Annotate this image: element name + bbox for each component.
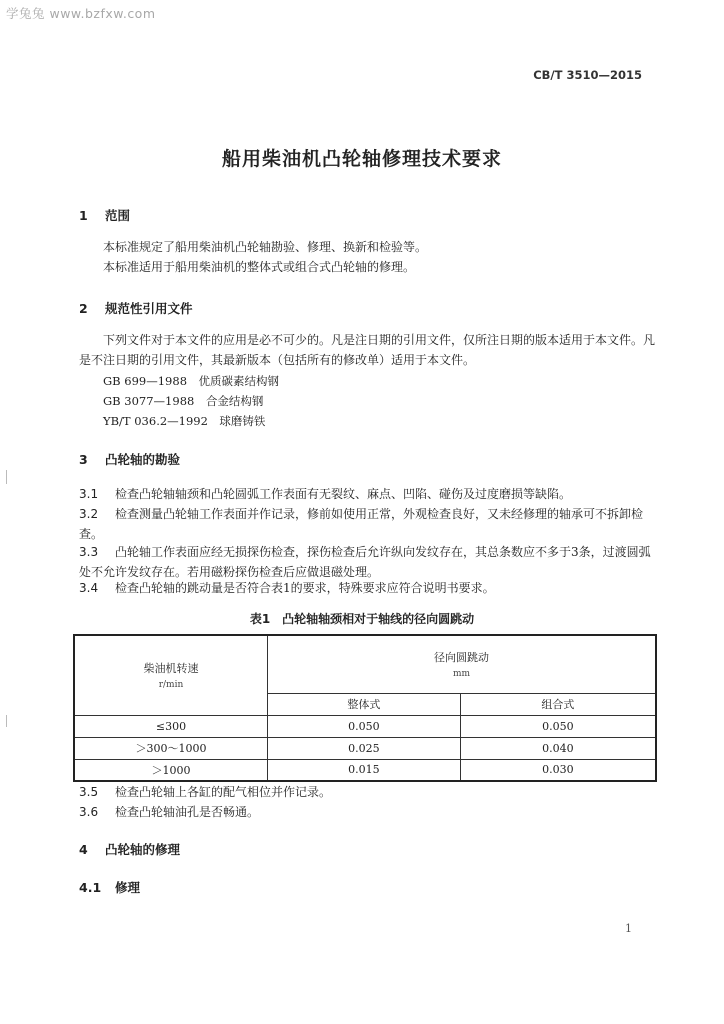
reference-item: GB 699—1988 优质碳素结构钢: [103, 374, 280, 388]
clause-text: 检查凸轮轴轴颈和凸轮圆弧工作表面有无裂纹、麻点、凹陷、碰伤及过度磨损等缺陷。: [115, 487, 572, 501]
group-header-unit: mm: [452, 669, 471, 680]
clause-3-6: [79, 802, 658, 822]
table-cell: ＞1000: [74, 759, 268, 781]
col-header-speed: [74, 635, 268, 715]
watermark-text: 学兔兔 www.bzfxw.com: [6, 6, 156, 21]
table-cell: 0.050: [268, 715, 461, 737]
group-header-runout: [268, 635, 657, 693]
clause-3-3: [79, 542, 658, 582]
table-cell: ≤300: [74, 715, 268, 737]
clause-number: 3.2: [79, 507, 99, 521]
clause-3-5: [79, 782, 658, 802]
section-number: 3: [79, 452, 88, 467]
table-caption: 表1 凸轮轴轴颈相对于轴线的径向圆跳动: [249, 612, 475, 626]
col-header-label: 柴油机转速: [143, 662, 199, 676]
document-title: 船用柴油机凸轮轴修理技术要求: [221, 148, 502, 170]
section-title: 范围: [105, 208, 131, 223]
scan-margin-mark: [6, 715, 7, 727]
clause-title: 修理: [115, 880, 141, 895]
clause-number: 3.3: [79, 545, 99, 559]
table-row: [74, 759, 656, 781]
clause-number: 4.1: [79, 880, 102, 895]
standard-code: CB/T 3510—2015: [533, 68, 642, 82]
section-3-heading: [79, 450, 180, 468]
col-header-unit: r/min: [158, 680, 184, 691]
clause-4-1-heading: [79, 878, 140, 896]
clause-3-4: [79, 578, 658, 598]
clause-number: 3.6: [79, 805, 99, 819]
table-cell: 0.050: [460, 715, 656, 737]
section-number: 4: [79, 842, 88, 857]
section-4-heading: [79, 840, 180, 858]
clause-text: 凸轮轴工作表面应经无损探伤检查，探伤检查后允许纵向发纹存在，其总条数应不多于3条，过渡圆弧处不允许发纹存在。若用磁粉探伤检查后应做退磁处理。: [79, 545, 651, 579]
section-1-heading: [79, 206, 130, 224]
clause-3-2: [79, 504, 658, 544]
section-1-paragraph-1: 本标准规定了船用柴油机凸轮轴勘验、修理、换新和检验等。: [103, 240, 428, 254]
table-cell: 0.025: [268, 737, 461, 759]
sub-header: 组合式: [460, 693, 656, 715]
runout-table: [73, 634, 657, 782]
section-2-heading: [79, 299, 193, 317]
clause-text: 检查测量凸轮轴工作表面并作记录，修前如使用正常，外观检查良好，又未经修理的轴承可不拆卸检查。: [79, 507, 644, 541]
clause-number: 3.1: [79, 487, 99, 501]
clause-number: 3.5: [79, 785, 99, 799]
table-cell: ＞300～1000: [74, 737, 268, 759]
group-header-label: 径向圆跳动: [434, 651, 489, 665]
reference-item: YB/T 036.2—1992 球磨铸铁: [103, 414, 266, 428]
section-title: 凸轮轴的修理: [105, 842, 181, 857]
clause-text: 检查凸轮轴油孔是否畅通。: [115, 805, 260, 819]
reference-item: GB 3077—1988 合金结构钢: [103, 394, 264, 408]
section-title: 凸轮轴的勘验: [105, 452, 181, 467]
page-number: 1: [625, 922, 632, 935]
section-2-paragraph: 下列文件对于本文件的应用是必不可少的。凡是注日期的引用文件，仅所注日期的版本适用于本文件。凡是不注日期的引用文件，其最新版本（包括所有的修改单）适用于本文件。: [79, 333, 656, 367]
table-cell: 0.015: [268, 759, 461, 781]
section-title: 规范性引用文件: [105, 301, 193, 316]
scan-margin-mark: [6, 470, 7, 484]
sub-header: 整体式: [268, 693, 461, 715]
clause-text: 检查凸轮轴的跳动量是否符合表1的要求，特殊要求应符合说明书要求。: [115, 581, 495, 595]
section-number: 1: [79, 208, 88, 223]
section-1-paragraph-2: 本标准适用于船用柴油机的整体式或组合式凸轮轴的修理。: [103, 260, 416, 274]
clause-text: 检查凸轮轴上各缸的配气相位并作记录。: [115, 785, 332, 799]
table-row: [74, 737, 656, 759]
table-cell: 0.040: [460, 737, 656, 759]
section-number: 2: [79, 301, 88, 316]
clause-number: 3.4: [79, 581, 99, 595]
table-row: [74, 715, 656, 737]
clause-3-1: [79, 484, 658, 504]
table-cell: 0.030: [460, 759, 656, 781]
